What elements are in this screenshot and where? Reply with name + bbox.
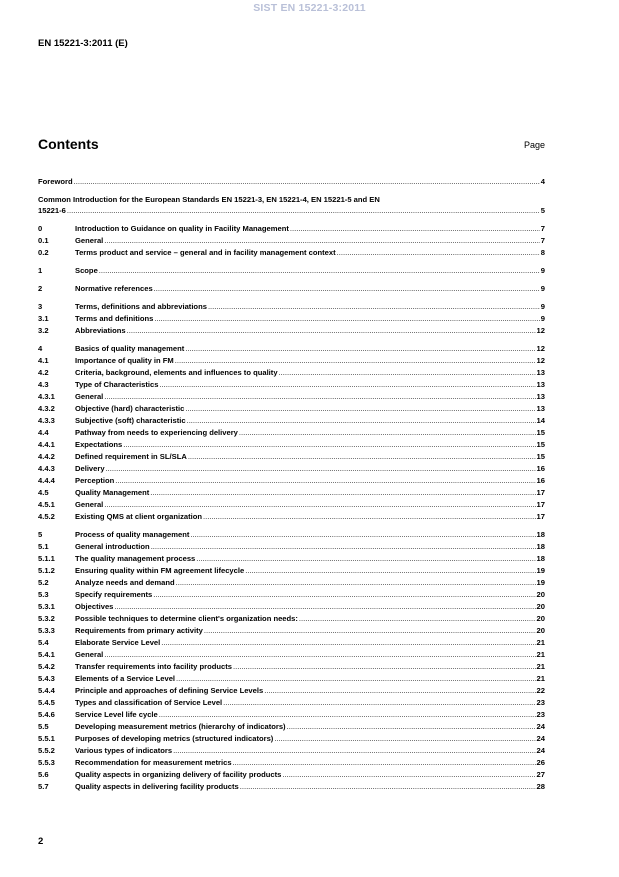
toc-entry[interactable] [38, 661, 545, 673]
toc-entry-page: 13 [536, 368, 545, 377]
toc-entry-number: 5.4 [38, 638, 49, 647]
toc-entry-number: 2 [38, 284, 43, 293]
toc-entry-page: 9 [540, 284, 545, 293]
toc-entry-title-line2: 15221-6 [38, 206, 66, 215]
toc-entry-number: 4.5 [38, 488, 49, 497]
toc-entry-number: 3 [38, 302, 43, 311]
toc-entry-page: 7 [540, 224, 545, 233]
toc-entry-title: Existing QMS at client organization [75, 512, 202, 521]
toc-entry-title: Transfer requirements into facility products [75, 662, 232, 671]
toc-entry-number: 5.4.4 [38, 686, 55, 695]
toc-entry-page: 18 [536, 530, 545, 539]
contents-heading: Contents [38, 136, 99, 152]
toc-leader-dots [104, 391, 535, 403]
toc-leader-dots [185, 403, 535, 415]
toc-entry-title: Abbreviations [75, 326, 126, 335]
toc-leader-dots [208, 301, 540, 313]
toc-entry-title: Terms and definitions [75, 314, 154, 323]
toc-entry[interactable] [38, 499, 545, 511]
toc-entry-number: 5.3 [38, 590, 49, 599]
toc-entry-title: General introduction [75, 542, 150, 551]
toc-entry[interactable] [38, 439, 545, 451]
toc-entry-page: 12 [536, 356, 545, 365]
toc-leader-dots [154, 283, 540, 295]
toc-entry-number: 4.3.2 [38, 404, 55, 413]
toc-entry-page: 9 [540, 314, 545, 323]
toc-entry-title: Elements of a Service Level [75, 674, 176, 683]
toc-entry-title: Terms, definitions and abbreviations [75, 302, 207, 311]
toc-entry-page: 12 [536, 344, 545, 353]
toc-entry[interactable] [38, 283, 545, 295]
toc-entry[interactable] [38, 745, 545, 757]
toc-entry[interactable] [38, 649, 545, 661]
toc-entry-page: 13 [536, 404, 545, 413]
toc-entry-page: 13 [536, 380, 545, 389]
toc-entry-title: Various types of indicators [75, 746, 173, 755]
toc-leader-dots [290, 223, 540, 235]
toc-leader-dots [240, 781, 536, 793]
toc-entry-number: 5.1.2 [38, 566, 55, 575]
toc-entry[interactable] [38, 301, 545, 313]
toc-entry-page: 15 [536, 440, 545, 449]
toc-entry-title: General [75, 500, 104, 509]
toc-entry[interactable] [38, 613, 545, 625]
toc-entry-title: Ensuring quality within FM agreement lifecycle [75, 566, 245, 575]
toc-entry-title: The quality management process [75, 554, 196, 563]
toc-leader-dots [104, 649, 535, 661]
toc-entry-page: 14 [536, 416, 545, 425]
toc-entry-page: 18 [536, 542, 545, 551]
toc-leader-dots [274, 733, 535, 745]
toc-entry-number: 3.1 [38, 314, 49, 323]
toc-leader-dots [282, 769, 535, 781]
toc-entry-number: 5.3.1 [38, 602, 55, 611]
toc-entry-page: 16 [536, 464, 545, 473]
toc-leader-dots [337, 247, 540, 259]
toc-entry-page: 27 [536, 770, 545, 779]
toc-leader-dots [187, 415, 536, 427]
toc-entry[interactable] [38, 343, 545, 355]
toc-entry[interactable] [38, 427, 545, 439]
toc-entry-title: Quality aspects in delivering facility products [75, 782, 239, 791]
toc-entry-title: Pathway from needs to experiencing delivery [75, 428, 238, 437]
toc-entry-page: 13 [536, 392, 545, 401]
toc-entry-number: 4.5.2 [38, 512, 55, 521]
toc-leader-dots [104, 235, 539, 247]
toc-entry-title: Importance of quality in FM [75, 356, 174, 365]
toc-entry-page: 21 [536, 650, 545, 659]
toc-leader-dots [99, 265, 540, 277]
toc-entry[interactable] [38, 685, 545, 697]
toc-entry-common-introduction[interactable] [38, 194, 545, 217]
toc-entry[interactable] [38, 475, 545, 487]
toc-entry[interactable] [38, 721, 545, 733]
toc-entry-number: 5.6 [38, 770, 49, 779]
toc-entry-number: 4.4.4 [38, 476, 55, 485]
toc-entry-number: 4 [38, 344, 43, 353]
toc-entry[interactable] [38, 697, 545, 709]
toc-entry[interactable] [38, 541, 545, 553]
toc-leader-dots [123, 439, 535, 451]
toc-entry-page: 12 [536, 326, 545, 335]
toc-leader-dots [151, 541, 536, 553]
toc-entry-page: 28 [536, 782, 545, 791]
toc-leader-dots [176, 577, 536, 589]
toc-entry-page: 18 [536, 554, 545, 563]
toc-entry[interactable] [38, 589, 545, 601]
toc-entry[interactable] [38, 313, 545, 325]
toc-entry[interactable] [38, 733, 545, 745]
toc-leader-dots [188, 451, 536, 463]
toc-entry-title: Objectives [75, 602, 114, 611]
toc-entry-number: 5.5.2 [38, 746, 55, 755]
toc-entry-page: 26 [536, 758, 545, 767]
toc-entry[interactable] [38, 451, 545, 463]
toc-entry-page: 17 [536, 488, 545, 497]
toc-leader-dots [299, 613, 536, 625]
toc-leader-dots [204, 625, 536, 637]
toc-entry-title: Terms product and service – general and in facility management context [75, 248, 336, 257]
toc-entry-number: 1 [38, 266, 43, 275]
toc-entry-number: 4.4.2 [38, 452, 55, 461]
toc-entry-number: 5.1 [38, 542, 49, 551]
toc-leader-dots [159, 379, 535, 391]
page-column-label: Page [523, 140, 545, 150]
toc-entry-title: Quality aspects in organizing delivery of facility products [75, 770, 282, 779]
toc-leader-dots [233, 661, 536, 673]
toc-entry[interactable] [38, 265, 545, 277]
toc-entry-page: 16 [536, 476, 545, 485]
toc-entry-page: 21 [536, 662, 545, 671]
toc-entry-page: 17 [536, 500, 545, 509]
document-id: EN 15221-3:2011 (E) [38, 38, 128, 49]
toc-entry-number: 5.4.2 [38, 662, 55, 671]
toc-entry-page: 21 [536, 674, 545, 683]
toc-entry-number: 4.1 [38, 356, 49, 365]
toc-entry-title: Criteria, background, elements and influences to quality [75, 368, 278, 377]
toc-leader-dots [115, 475, 535, 487]
toc-entry-number: 5.5.1 [38, 734, 55, 743]
toc-leader-dots [196, 553, 535, 565]
toc-entry-page: 23 [536, 698, 545, 707]
toc-entry[interactable] [38, 355, 545, 367]
toc-leader-dots [279, 367, 536, 379]
toc-entry-number: 4.4.1 [38, 440, 55, 449]
toc-entry[interactable] [38, 403, 545, 415]
toc-entry-title: Service Level life cycle [75, 710, 158, 719]
toc-entry[interactable] [38, 511, 545, 523]
toc-entry-number: 5.4.1 [38, 650, 55, 659]
toc-entry-number: 0.2 [38, 248, 49, 257]
toc-leader-dots [161, 637, 535, 649]
toc-entry-number: 5.3.2 [38, 614, 55, 623]
toc-entry-title: General [75, 650, 104, 659]
toc-leader-dots [287, 721, 536, 733]
toc-leader-dots [239, 427, 536, 439]
toc-entry-page: 4 [540, 177, 545, 186]
toc-leader-dots [190, 529, 535, 541]
toc-entry-number: 0.1 [38, 236, 49, 245]
toc-entry-number: 4.3.3 [38, 416, 55, 425]
toc-entry[interactable] [38, 463, 545, 475]
toc-entry-title: Perception [75, 476, 115, 485]
toc-leader-dots [159, 709, 536, 721]
toc-leader-dots [74, 176, 540, 188]
toc-entry-page: 19 [536, 578, 545, 587]
toc-entry-page: 24 [536, 722, 545, 731]
toc-entry[interactable] [38, 577, 545, 589]
toc-entry-number: 4.5.1 [38, 500, 55, 509]
toc-leader-dots [150, 487, 535, 499]
toc-entry[interactable] [38, 673, 545, 685]
toc-entry-page: 23 [536, 710, 545, 719]
toc-leader-dots [175, 355, 536, 367]
toc-entry-title: Specify requirements [75, 590, 153, 599]
toc-entry-title: Objective (hard) characteristic [75, 404, 185, 413]
toc-entry-title: Normative references [75, 284, 153, 293]
toc-entry-title: Foreword [38, 177, 73, 186]
toc-leader-dots [154, 313, 539, 325]
toc-entry-page: 20 [536, 626, 545, 635]
toc-entry-number: 5.4.3 [38, 674, 55, 683]
toc-entry-title: Subjective (soft) characteristic [75, 416, 186, 425]
toc-entry-title: Quality Management [75, 488, 150, 497]
toc-entry-page: 19 [536, 566, 545, 575]
toc-entry-title: Scope [75, 266, 98, 275]
toc-entry-number: 4.4.3 [38, 464, 55, 473]
toc-entry-page: 15 [536, 428, 545, 437]
toc-entry-number: 4.3 [38, 380, 49, 389]
toc-entry-page: 22 [536, 686, 545, 695]
toc-leader-dots [173, 745, 535, 757]
toc-entry[interactable] [38, 625, 545, 637]
toc-entry-title: Defined requirement in SL/SLA [75, 452, 187, 461]
toc-entry-number: 5.7 [38, 782, 49, 791]
toc-entry-number: 5.5 [38, 722, 49, 731]
toc-entry-title: Types and classification of Service Level [75, 698, 223, 707]
toc-leader-dots [104, 499, 535, 511]
toc-entry-page: 17 [536, 512, 545, 521]
table-of-contents [38, 176, 545, 793]
toc-entry-title: Requirements from primary activity [75, 626, 203, 635]
toc-entry-number: 5.1.1 [38, 554, 55, 563]
toc-entry[interactable] [38, 637, 545, 649]
toc-leader-dots [114, 601, 535, 613]
toc-entry[interactable] [38, 781, 545, 793]
toc-entry[interactable] [38, 529, 545, 541]
toc-entry[interactable] [38, 367, 545, 379]
toc-entry-title: Elaborate Service Level [75, 638, 161, 647]
toc-entry[interactable] [38, 487, 545, 499]
toc-entry-page: 20 [536, 614, 545, 623]
toc-entry-page: 9 [540, 302, 545, 311]
toc-leader-dots [245, 565, 535, 577]
toc-entry[interactable] [38, 757, 545, 769]
toc-leader-dots [203, 511, 536, 523]
toc-entry-page: 24 [536, 734, 545, 743]
toc-entry[interactable] [38, 601, 545, 613]
toc-entry[interactable] [38, 769, 545, 781]
toc-entry[interactable] [38, 379, 545, 391]
toc-leader-dots [67, 205, 540, 217]
toc-entry-page: 20 [536, 590, 545, 599]
toc-entry-title: Recommendation for measurement metrics [75, 758, 232, 767]
toc-entry-title: General [75, 392, 104, 401]
toc-leader-dots [185, 343, 535, 355]
toc-entry-number: 5.3.3 [38, 626, 55, 635]
toc-entry[interactable] [38, 415, 545, 427]
toc-entry-title-line1: Common Introduction for the European Standards EN 15221-3, EN 15221-4, EN 15221-5 and EN [38, 195, 380, 204]
toc-entry-title: Type of Characteristics [75, 380, 159, 389]
toc-entry[interactable] [38, 176, 545, 188]
watermark: SIST EN 15221-3:2011 [253, 2, 366, 14]
toc-entry-number: 4.2 [38, 368, 49, 377]
toc-entry-number: 5.4.5 [38, 698, 55, 707]
toc-entry[interactable] [38, 565, 545, 577]
toc-entry[interactable] [38, 709, 545, 721]
toc-entry-page: 7 [540, 236, 545, 245]
toc-entry-number: 5.4.6 [38, 710, 55, 719]
toc-entry-title: Principle and approaches of defining Service Levels [75, 686, 264, 695]
toc-entry-title: Delivery [75, 464, 105, 473]
toc-entry-number: 0 [38, 224, 43, 233]
toc-entry-title: Purposes of developing metrics (structured indicators) [75, 734, 274, 743]
toc-entry[interactable] [38, 391, 545, 403]
toc-entry-number: 5.2 [38, 578, 49, 587]
toc-entry-page: 21 [536, 638, 545, 647]
toc-entry-title: Introduction to Guidance on quality in Facility Management [75, 224, 289, 233]
toc-entry-page: 15 [536, 452, 545, 461]
toc-entry-page: 9 [540, 266, 545, 275]
toc-entry[interactable] [38, 235, 545, 247]
toc-entry-title: General [75, 236, 104, 245]
toc-entry-page: 24 [536, 746, 545, 755]
toc-entry-title: Expectations [75, 440, 123, 449]
toc-entry-number: 4.4 [38, 428, 49, 437]
toc-entry-number: 5.5.3 [38, 758, 55, 767]
page-number: 2 [38, 836, 44, 847]
toc-entry-title: Process of quality management [75, 530, 190, 539]
toc-entry-page: 8 [540, 248, 545, 257]
toc-leader-dots [153, 589, 535, 601]
toc-entry-title: Basics of quality management [75, 344, 185, 353]
toc-leader-dots [223, 697, 535, 709]
toc-entry[interactable] [38, 553, 545, 565]
toc-entry[interactable] [38, 247, 545, 259]
toc-leader-dots [264, 685, 535, 697]
toc-leader-dots [127, 325, 536, 337]
toc-entry[interactable] [38, 223, 545, 235]
toc-entry-number: 4.3.1 [38, 392, 55, 401]
toc-entry-number: 3.2 [38, 326, 49, 335]
toc-entry-title: Possible techniques to determine client's organization needs: [75, 614, 298, 623]
toc-entry-page: 20 [536, 602, 545, 611]
toc-leader-dots [233, 757, 536, 769]
toc-leader-dots [176, 673, 536, 685]
toc-entry-page: 5 [540, 206, 545, 215]
toc-entry-number: 5 [38, 530, 43, 539]
toc-leader-dots [106, 463, 536, 475]
toc-entry[interactable] [38, 325, 545, 337]
toc-entry-title: Developing measurement metrics (hierarchy of indicators) [75, 722, 286, 731]
toc-entry-title: Analyze needs and demand [75, 578, 175, 587]
